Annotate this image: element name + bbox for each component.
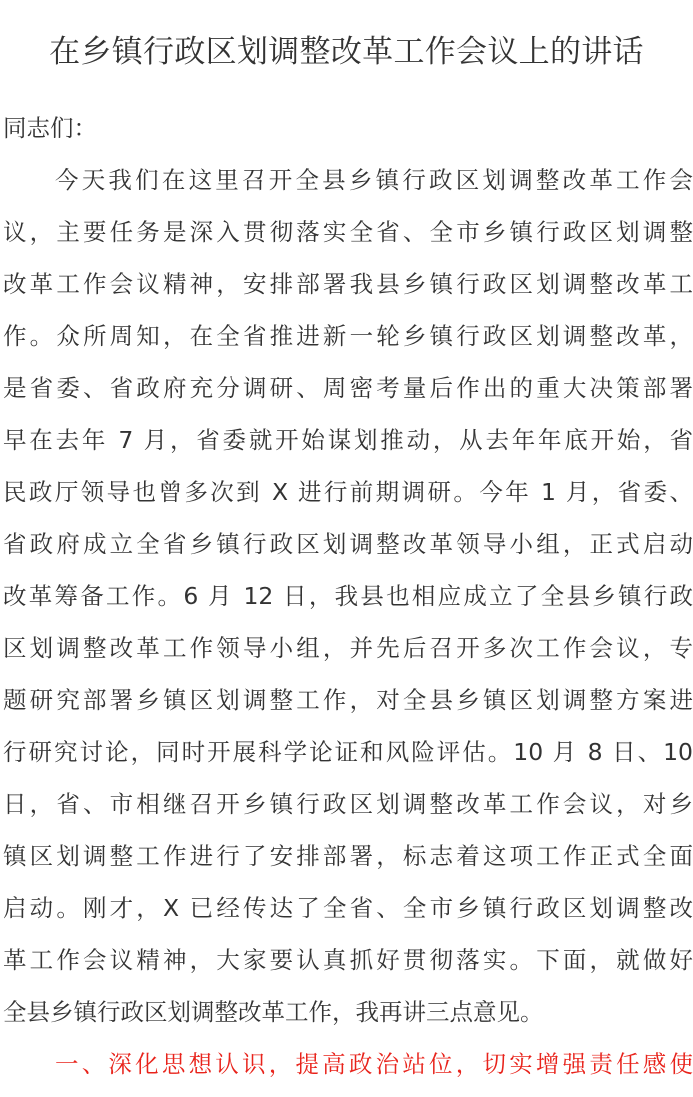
paragraph-line: 题研究部署乡镇区划调整工作，对全县乡镇区划调整方案进 <box>3 686 693 714</box>
paragraph-line: 民政厅领导也曾多次到 X 进行前期调研。今年 1 月，省委、 <box>3 478 693 506</box>
paragraph-line: 是省委、省政府充分调研、周密考量后作出的重大决策部署 <box>3 374 693 402</box>
paragraph-line: 镇区划调整工作进行了安排部署，标志着这项工作正式全面 <box>3 842 693 870</box>
paragraph-line: 启动。刚才，X 已经传达了全省、全市乡镇行政区划调整改 <box>3 894 693 922</box>
paragraph-line: 日，省、市相继召开乡镇行政区划调整改革工作会议，对乡 <box>3 790 693 818</box>
paragraph-line: 全县乡镇行政区划调整改革工作，我再讲三点意见。 <box>3 998 544 1026</box>
paragraph-line: 早在去年 7 月，省委就开始谋划推动，从去年年底开始，省 <box>3 426 693 454</box>
paragraph-line: 今天我们在这里召开全县乡镇行政区划调整改革工作会 <box>55 166 693 194</box>
paragraph-line: 作。众所周知，在全省推进新一轮乡镇行政区划调整改革， <box>3 322 693 350</box>
paragraph-line: 改革工作会议精神，安排部署我县乡镇行政区划调整改革工 <box>3 270 693 298</box>
paragraph-line: 改革筹备工作。6 月 12 日，我县也相应成立了全县乡镇行政 <box>3 582 693 610</box>
paragraph-line: 议，主要任务是深入贯彻落实全省、全市乡镇行政区划调整 <box>3 218 693 246</box>
section-heading: 一、深化思想认识，提高政治站位，切实增强责任感使 <box>55 1050 693 1078</box>
salutation: 同志们： <box>3 114 97 142</box>
document-title: 在乡镇行政区划调整改革工作会议上的讲话 <box>49 34 644 70</box>
paragraph-line: 省政府成立全省乡镇行政区划调整改革领导小组，正式启动 <box>3 530 693 558</box>
paragraph-line: 行研究讨论，同时开展科学论证和风险评估。10 月 8 日、10 <box>3 738 693 766</box>
paragraph-line: 革工作会议精神，大家要认真抓好贯彻落实。下面，就做好 <box>3 946 693 974</box>
paragraph-line: 区划调整改革工作领导小组，并先后召开多次工作会议，专 <box>3 634 693 662</box>
